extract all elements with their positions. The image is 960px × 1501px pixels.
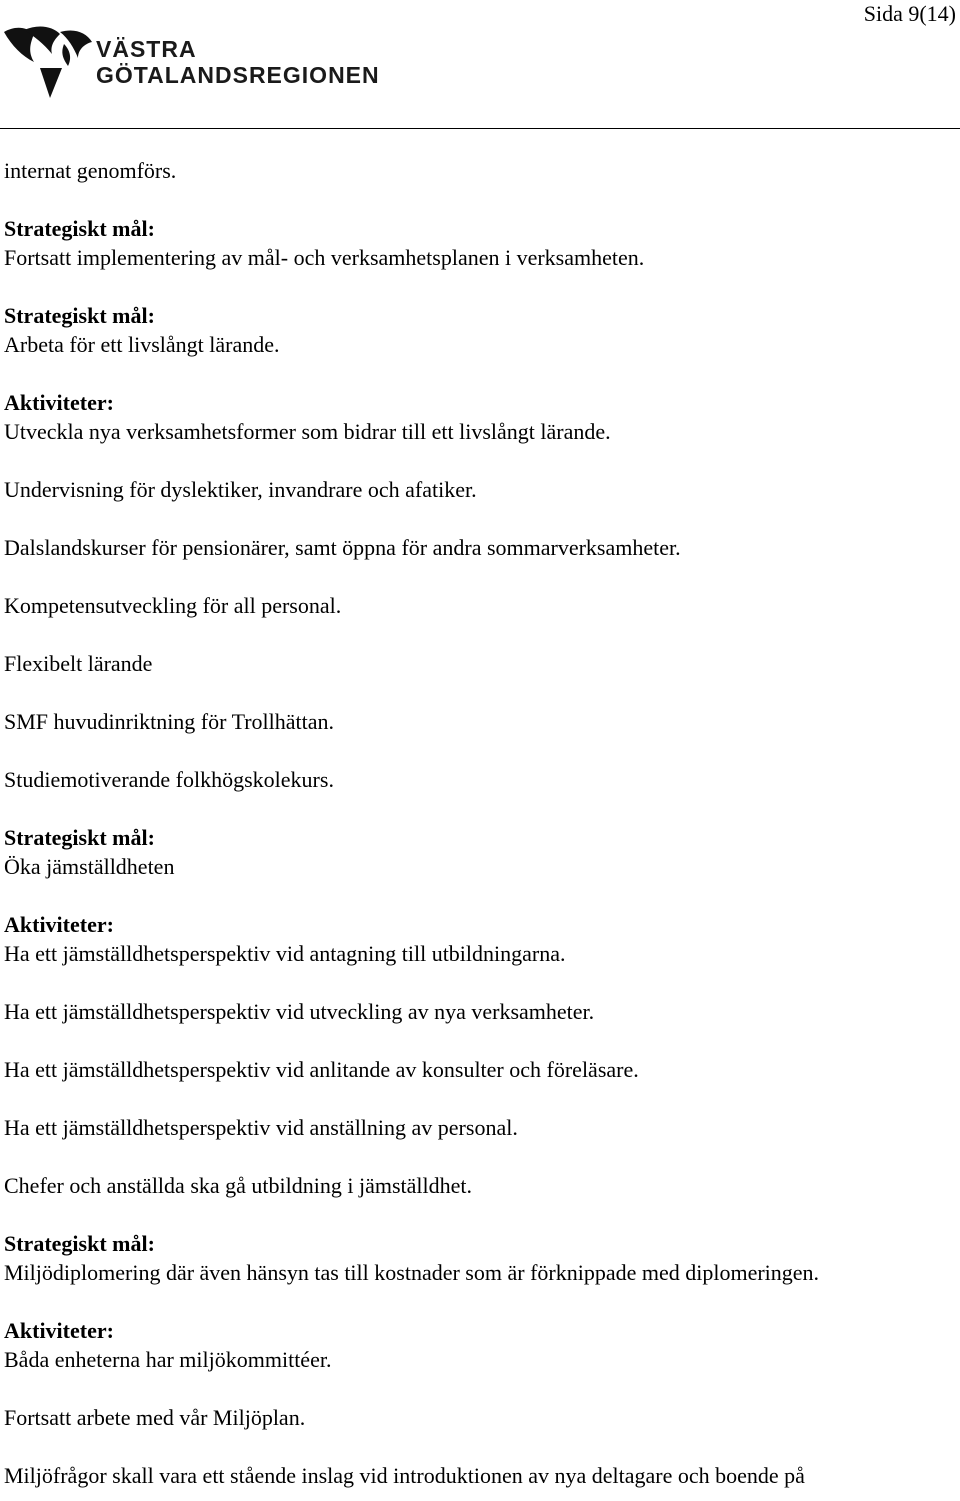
activity-item: SMF huvudinriktning för Trollhättan. [4,709,335,734]
body-text: Öka jämställdheten [4,854,175,879]
activity-item: Kompetensutveckling för all personal. [4,593,342,618]
activity-item: Chefer och anställda ska gå utbildning i jämställdhet. [4,1173,472,1198]
activity-item: Ha ett jämställdhetsperspektiv vid anställning av personal. [4,1115,518,1140]
body-text: internat genomförs. [4,158,177,183]
section-heading: Aktiviteter: [4,1318,114,1343]
activity-item: Flexibelt lärande [4,651,153,676]
logo-text-line2: GÖTALANDSREGIONEN [96,62,380,88]
logo-text-line1: VÄSTRA [96,36,197,62]
vastra-gotalandsregionen-logo [4,22,384,106]
activity-item: Ha ett jämställdhetsperspektiv vid utveckling av nya verksamheter. [4,999,595,1024]
section-heading: Strategiskt mål: [4,216,155,241]
section-heading: Aktiviteter: [4,912,114,937]
body-text: Fortsatt implementering av mål- och verksamhetsplanen i verksamheten. [4,245,645,270]
logo-emblem-icon [4,22,94,106]
body-text: Miljödiplomering där även hänsyn tas till kostnader som är förknippade med diplomeringen. [4,1260,820,1285]
logo-text [96,36,380,88]
section-heading: Strategiskt mål: [4,825,155,850]
section-heading: Strategiskt mål: [4,303,155,328]
header-divider [0,128,960,129]
activity-item: Undervisning för dyslektiker, invandrare och afatiker. [4,477,477,502]
page-number: Sida 9(14) [863,1,956,26]
activity-item: Ha ett jämställdhetsperspektiv vid anlitande av konsulter och föreläsare. [4,1057,639,1082]
body-text: Arbeta för ett livslångt lärande. [4,332,280,357]
activity-item: Dalslandskurser för pensionärer, samt öppna för andra sommarverksamheter. [4,535,681,560]
document-body [4,156,954,1490]
activity-item: Fortsatt arbete med vår Miljöplan. [4,1405,306,1430]
activity-item: Utveckla nya verksamhetsformer som bidrar till ett livslångt lärande. [4,419,611,444]
activity-item: Ha ett jämställdhetsperspektiv vid antagning till utbildningarna. [4,941,566,966]
activity-item: Båda enheterna har miljökommittéer. [4,1347,332,1372]
section-heading: Strategiskt mål: [4,1231,155,1256]
activity-item: Miljöfrågor skall vara ett stående inslag vid introduktionen av nya deltagare och boende på [4,1463,805,1488]
section-heading: Aktiviteter: [4,390,114,415]
activity-item: Studiemotiverande folkhögskolekurs. [4,767,334,792]
